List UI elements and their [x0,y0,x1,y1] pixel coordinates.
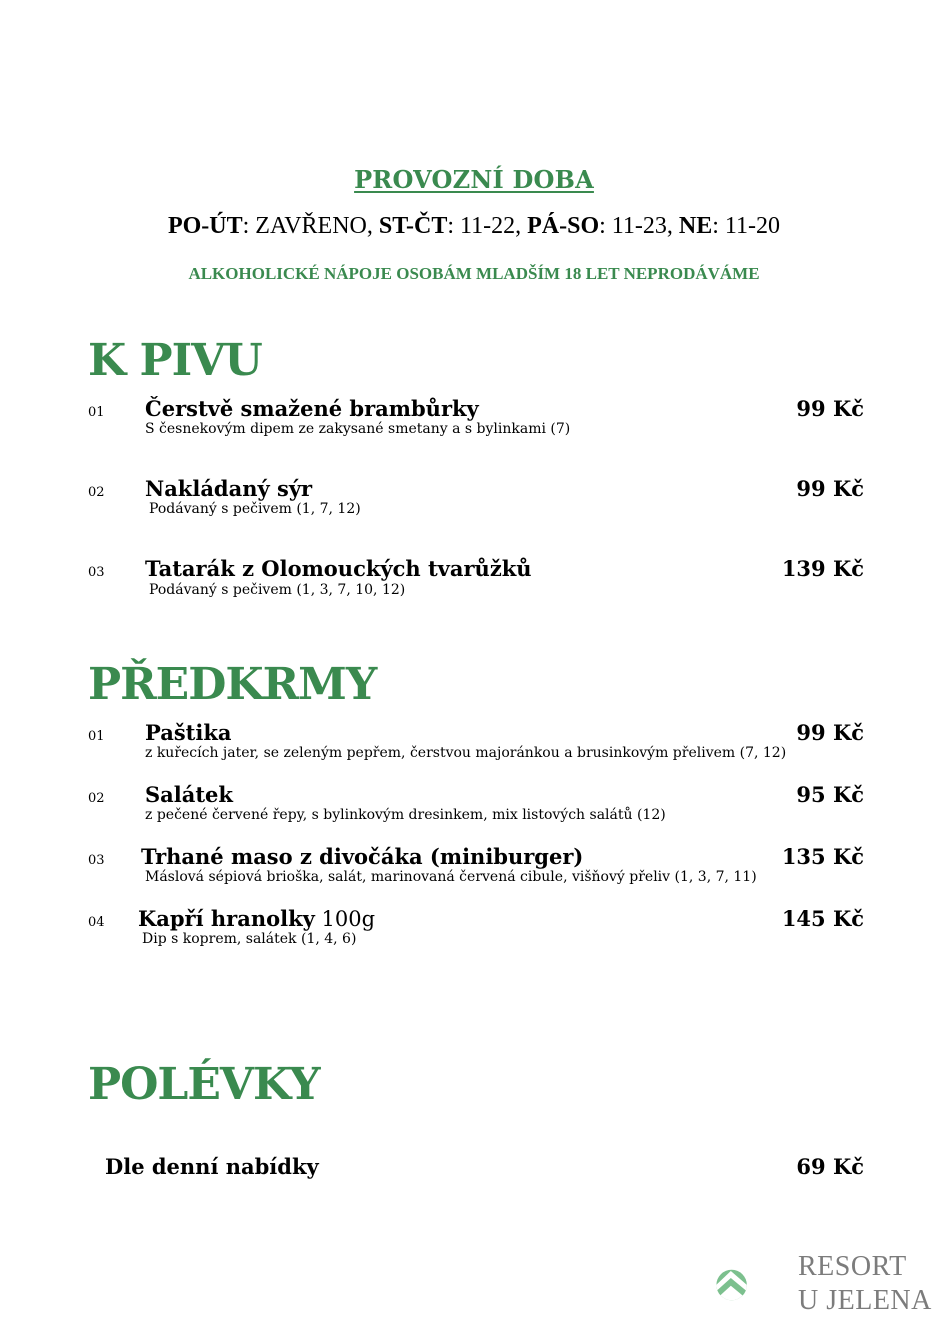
section-title-k-pivu: K PIVU [88,335,262,386]
item-weight: 100g [314,907,376,931]
item-name: Dle denní nabídky [105,1154,319,1179]
item-price: 139 Kč [781,556,864,581]
item-description: z kuřecích jater, se zeleným pepřem, čerstvou majoránkou a brusinkovým přelivem (7, 12) [145,745,787,761]
hours-days-1: ST-ČT [378,213,448,239]
hours-time-3: 11-20 [724,213,781,239]
resort-logo-mark [716,1246,798,1324]
item-name: Tatarák z Olomouckých tvarůžků [145,556,532,581]
item-description: Podávaný s pečivem (1, 3, 7, 10, 12) [149,582,406,598]
logo-text-line2: U JELENA [798,1285,932,1316]
item-price: 69 Kč [796,1154,864,1179]
item-price: 99 Kč [796,720,864,745]
hours-time-0: ZAVŘENO [255,213,367,239]
item-number: 02 [88,485,105,500]
item-description: Máslová sépiová brioška, salát, marinovaná červená cibule, višňový přeliv (1, 3, 7, 11) [145,869,757,885]
age-restriction-note: ALKOHOLICKÉ NÁPOJE OSOBÁM MLADŠÍM 18 LET NEPRODÁVÁME [188,264,760,283]
item-name [138,906,375,931]
item-price: 99 Kč [796,396,864,421]
item-number: 01 [88,405,105,420]
section-title-predkrmy: PŘEDKRMY [88,659,377,710]
logo-text-line1: RESORT [798,1251,907,1282]
item-price: 99 Kč [796,476,864,501]
hours-days-2: PÁ-SO [527,213,600,239]
opening-hours-line: PO-ÚT: ZAVŘENO, ST-ČT: 11-22, PÁ-SO: 11-23, NE: 11-20 [167,213,781,239]
item-description: S česnekovým dipem ze zakysané smetany a s bylinkami (7) [145,421,571,437]
hours-time-1: 11-22 [460,213,516,239]
item-name: Salátek [145,782,233,807]
item-number: 03 [88,565,105,580]
item-description: z pečené červené řepy, s bylinkovým dresinkem, mix listových salátů (12) [145,807,666,823]
item-number: 02 [88,791,105,806]
item-description: Podávaný s pečivem (1, 7, 12) [149,501,361,517]
hours-time-2: 11-23 [611,213,667,239]
item-description: Dip s koprem, salátek (1, 4, 6) [142,931,357,947]
item-price: 145 Kč [781,906,864,931]
item-name-text: Kapří hranolky [138,906,315,931]
item-number: 04 [88,915,105,930]
section-title-polevky: POLÉVKY [88,1059,320,1110]
item-price: 135 Kč [781,844,864,869]
hours-days-3: NE [678,213,713,239]
item-name: Paštika [145,720,232,745]
item-number: 01 [88,729,105,744]
item-name: Čerstvě smažené brambůrky [145,396,479,421]
opening-hours-title: PROVOZNÍ DOBA [354,165,594,194]
item-name: Nakládaný sýr [145,476,313,501]
item-name: Trhané maso z divočáka (miniburger) [141,844,584,869]
hours-days-0: PO-ÚT [167,213,243,239]
item-number: 03 [88,853,105,868]
item-price: 95 Kč [796,782,864,807]
